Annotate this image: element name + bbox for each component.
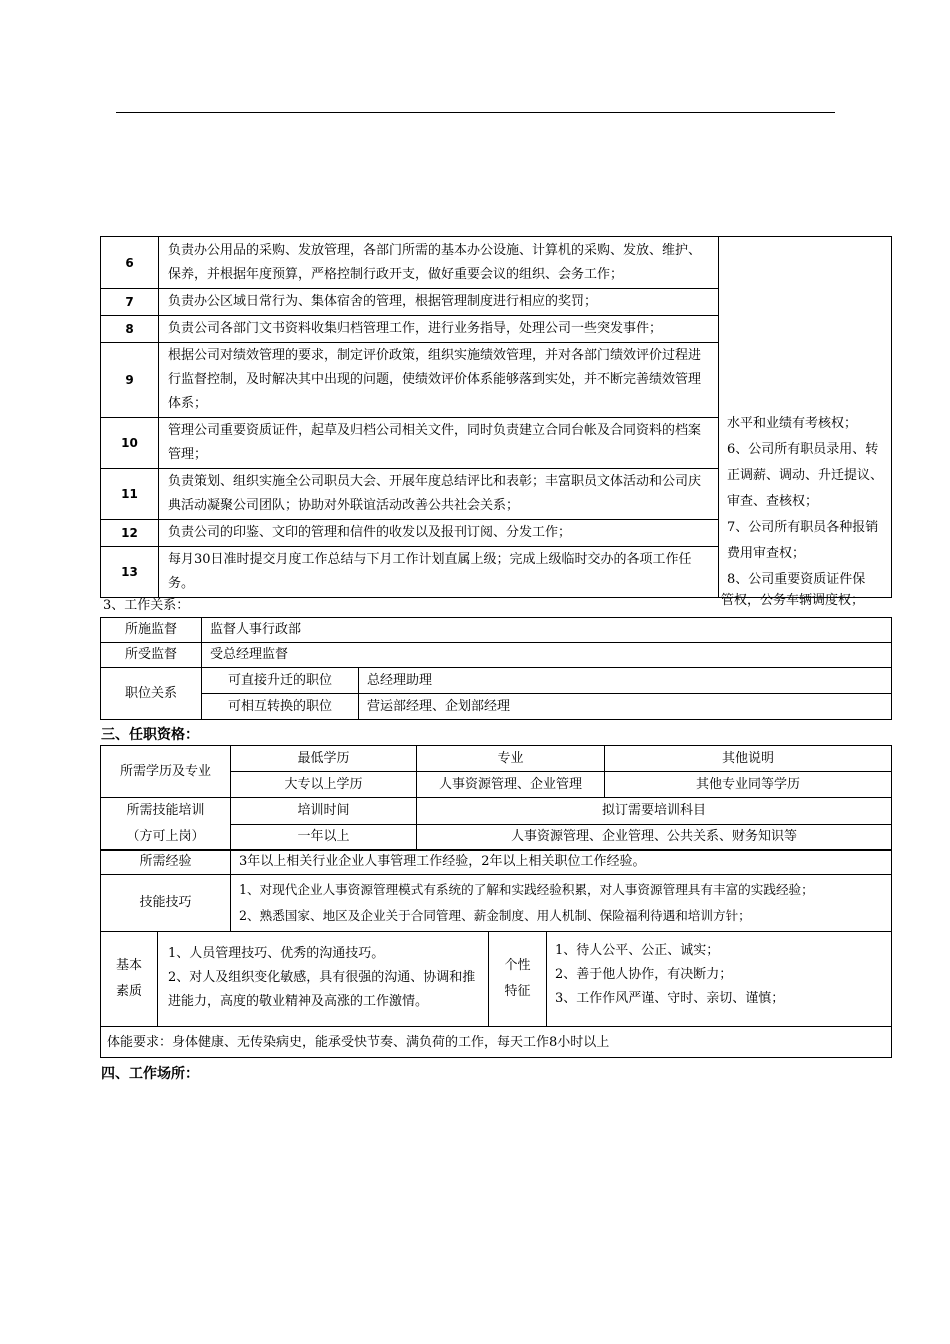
table-row: [101, 932, 892, 1027]
authority-line: 7、公司所有职员各种报销费用审查权；: [727, 520, 879, 561]
education-header: 专业: [417, 746, 605, 772]
basic-quality-item: 2、对人及组织变化敏感，具有很强的沟通、协调和推进能力，高度的敬业精神及高涨的工作激情。: [168, 970, 476, 1009]
skill-label: 技能技巧: [101, 875, 231, 932]
table-row: [101, 668, 892, 694]
table-row: [101, 643, 892, 668]
education-value: 其他专业同等学历: [605, 772, 892, 798]
education-header: 最低学历: [231, 746, 417, 772]
personality-label-line: 个性: [504, 958, 531, 973]
basic-quality-item: 1、人员管理技巧、优秀的沟通技巧。: [168, 946, 385, 961]
duty-number: 11: [101, 469, 159, 520]
table-row: [101, 875, 892, 932]
duty-text: 负责办公用品的采购、发放管理，各部门所需的基本办公设施、计算机的采购、发放、维护、保养，并根据年度预算，严格控制行政开支，做好重要会议的组织、会务工作；: [159, 237, 719, 289]
qualities-table: [100, 931, 892, 1058]
relations-table: [100, 617, 892, 720]
duty-text: 根据公司对绩效管理的要求，制定评价政策，组织实施绩效管理，并对各部门绩效评价过程进行监督控制，及时解决其中出现的问题，使绩效评价体系能够落到实处，并不断完善绩效管理体系；: [159, 343, 719, 418]
training-label-line: 所需技能培训: [126, 803, 205, 818]
qualification-heading: 三、任职资格：: [101, 727, 199, 743]
skill-line: 1、对现代企业人事资源管理模式有系统的了解和实践经验积累，对人事资源管理具有丰富的实践经验；: [239, 882, 814, 897]
table-row: [101, 1027, 892, 1058]
personality-item: 1、待人公平、公正、诚实；: [555, 943, 720, 958]
promote-label: 可直接升迁的职位: [202, 668, 359, 694]
duty-number: 12: [101, 520, 159, 547]
authority-line: 6、公司所有职员录用、转正调薪、调动、升迁提议、审查、查核权；: [727, 442, 884, 509]
table-row: [101, 237, 892, 289]
duty-number: 6: [101, 237, 159, 289]
experience-table: [100, 849, 892, 932]
position-relation-label: 职位关系: [101, 668, 202, 720]
basic-quality-cell: [158, 932, 489, 1027]
duty-text: 负责公司各部门文书资料收集归档管理工作，进行业务指导，处理公司一些突发事件；: [159, 316, 719, 343]
supervise-value: 监督人事行政部: [202, 618, 892, 643]
supervised-label: 所受监督: [101, 643, 202, 668]
duty-text: 负责办公区域日常行为、集体宿舍的管理，根据管理制度进行相应的奖罚；: [159, 289, 719, 316]
training-label: [101, 798, 231, 851]
table-row: [101, 618, 892, 643]
training-value: 一年以上: [231, 824, 417, 851]
table-row: [101, 746, 892, 772]
basic-quality-label: [101, 932, 158, 1027]
duty-number: 7: [101, 289, 159, 316]
experience-value: 3年以上相关行业企业人事管理工作经验，2年以上相关职位工作经验。: [231, 850, 892, 875]
training-label-line: （方可上岗）: [126, 829, 205, 844]
physical-requirement: 体能要求：身体健康、无传染病史，能承受快节奏、满负荷的工作，每天工作8小时以上: [101, 1027, 892, 1058]
duties-table: [100, 236, 892, 598]
skill-line: 2、熟悉国家、地区及企业关于合同管理、薪金制度、用人机制、保险福利待遇和培训方针；: [239, 908, 751, 923]
duty-number: 8: [101, 316, 159, 343]
duty-number: 10: [101, 418, 159, 469]
training-header: 拟订需要培训科目: [417, 798, 892, 825]
training-header: 培训时间: [231, 798, 417, 825]
education-value: 人事资源管理、企业管理: [417, 772, 605, 798]
transfer-value: 营运部经理、企划部经理: [359, 694, 892, 720]
personality-item: 2、善于他人协作，有决断力；: [555, 967, 733, 982]
promote-value: 总经理助理: [359, 668, 892, 694]
personality-cell: [547, 932, 892, 1027]
table-row: [101, 850, 892, 875]
personality-label: [489, 932, 547, 1027]
duty-text: 每月30日准时提交月度工作总结与下月工作计划直属上级；完成上级临时交办的各项工作任务。: [159, 547, 719, 598]
education-table: [100, 745, 892, 851]
personality-item: 3、工作作风严谨、守时、亲切、谨慎；: [555, 991, 785, 1006]
work-relations-heading: 3、工作关系：: [103, 598, 190, 613]
personality-label-line: 特征: [504, 984, 531, 999]
duty-text: 管理公司重要资质证件，起草及归档公司相关文件，同时负责建立合同台帐及合同资料的档案管理；: [159, 418, 719, 469]
duty-text: 负责策划、组织实施全公司职员大会、开展年度总结评比和表彰；丰富职员文体活动和公司庆典活动凝聚公司团队；协助对外联谊活动改善公共社会关系；: [159, 469, 719, 520]
education-label: 所需学历及专业: [101, 746, 231, 798]
basic-quality-label-line: 基本: [115, 958, 142, 973]
authority-line: 8、公司重要资质证件保: [727, 572, 866, 587]
authority-cell: [719, 237, 892, 598]
training-value: 人事资源管理、企业管理、公共关系、财务知识等: [417, 824, 892, 851]
skill-cell: [231, 875, 892, 932]
table-row: [101, 798, 892, 825]
authority-overflow: 管权，公务车辆调度权；: [721, 593, 865, 608]
duty-number: 13: [101, 547, 159, 598]
education-header: 其他说明: [605, 746, 892, 772]
duty-number: 9: [101, 343, 159, 418]
basic-quality-label-line: 素质: [115, 984, 142, 999]
duty-text: 负责公司的印鉴、文印的管理和信件的收发以及报刊订阅、分发工作；: [159, 520, 719, 547]
supervised-value: 受总经理监督: [202, 643, 892, 668]
transfer-label: 可相互转换的职位: [202, 694, 359, 720]
authority-line: 水平和业绩有考核权；: [727, 416, 858, 431]
experience-label: 所需经验: [101, 850, 231, 875]
workplace-heading: 四、工作场所：: [101, 1066, 199, 1082]
header-rule: [116, 112, 835, 113]
table-row: [101, 694, 892, 720]
supervise-label: 所施监督: [101, 618, 202, 643]
education-value: 大专以上学历: [231, 772, 417, 798]
